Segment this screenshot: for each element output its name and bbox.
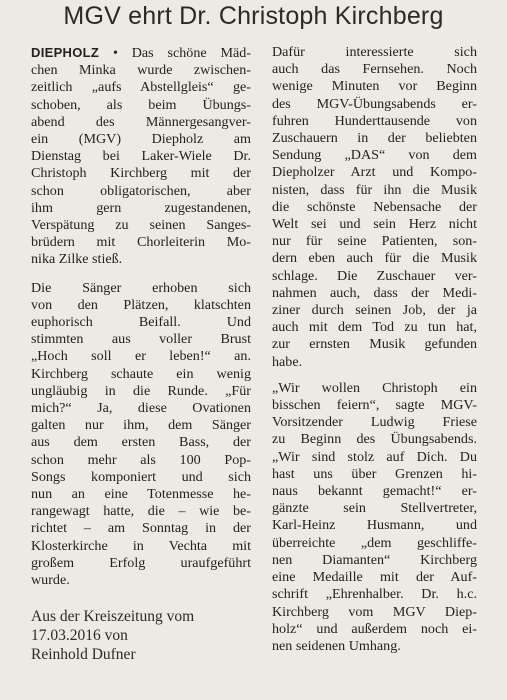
text-line: abend des Männergesangver-	[31, 113, 251, 130]
text-line: schlage. Die Zuschauer ver-	[272, 267, 477, 284]
text-line: nun an eine Totenmesse he-	[31, 486, 251, 503]
text-line: auch mit dem Tod zu tun hat,	[272, 319, 477, 336]
left-paragraph-2	[31, 280, 251, 590]
text-line: Kirchberg schaute ein wenig	[31, 365, 251, 382]
text-line: zur ernsten Musik gefunden	[272, 336, 477, 353]
text-line: Christoph Kirchberg mit der	[31, 165, 251, 182]
paragraph-gap	[272, 371, 477, 380]
source-line: 17.03.2016 von	[31, 627, 128, 644]
text-line: richtet – am Sonntag in der	[31, 520, 251, 537]
text-line: stimmten aus voller Brust	[31, 331, 251, 348]
text-line: zu Beginn des Übungsabends.	[272, 431, 477, 448]
left-paragraph-1	[31, 44, 251, 269]
text-line: ziner durch seinen Job, der ja	[272, 302, 477, 319]
text-line: „Wir sind stolz auf Dich. Du	[272, 448, 477, 465]
text-line: schon obligatorischen, aber	[31, 182, 251, 199]
text-line: überreichte „dem geschliffe-	[272, 534, 477, 551]
text-line: bisschen feiern“, sagte MGV-	[272, 397, 477, 414]
text-line: habe.	[272, 353, 303, 370]
text-line: ungläubig in die Runde. „Für	[31, 382, 251, 399]
text-line: nen seidenen Umhang.	[272, 637, 401, 654]
text-line: auch das Fernsehen. Noch	[272, 61, 477, 78]
text-line: Sendung „DAS“ von dem	[272, 147, 477, 164]
text-line: „Wir wollen Christoph ein	[272, 379, 477, 396]
text-line: nika Zilke stieß.	[31, 251, 123, 268]
text-line: Diepholzer Arzt und Kompo-	[272, 164, 477, 181]
text-line: fuhren Hunderttausende von	[272, 112, 477, 129]
text-line: nen Diamanten“ Kirchberg	[272, 551, 477, 568]
text-line: ein (MGV) Diepholz am	[31, 131, 251, 148]
text-line: Songs komponiert und sich	[31, 468, 251, 485]
text-line: Die Sänger erhoben sich	[31, 279, 251, 296]
text-line: wurde.	[31, 572, 70, 589]
right-column	[272, 44, 477, 655]
text-line: von den Plätzen, klatschten	[31, 296, 251, 313]
dateline: DIEPHOLZ	[31, 45, 100, 60]
text-line: mich?“ Ja, diese Ovationen	[31, 400, 251, 417]
text-line: schrift „Ehrenhalber. Dr. h.c.	[272, 586, 477, 603]
text-line: die schönste Nebensache der	[272, 198, 477, 215]
source-line: Aus der Kreiszeitung vom	[31, 608, 195, 625]
text-line: rangewagt hatte, die – wie be-	[31, 503, 251, 520]
source-note	[31, 607, 261, 664]
text-line: dern eben auch für die Musik	[272, 250, 477, 267]
right-paragraph-1	[272, 44, 477, 371]
text-line: Zuschauern in der beliebten	[272, 130, 477, 147]
text-line: aus dem ersten Bass, der	[31, 434, 251, 451]
text-line: hast uns über Grenzen hi-	[272, 465, 477, 482]
paragraph-gap	[31, 269, 251, 280]
text-line: nahmen auch, dass der Medi-	[272, 284, 477, 301]
text-line: Karl-Heinz Husmann, und	[272, 517, 477, 534]
text-line: wenige Minuten vor Beginn	[272, 78, 477, 95]
text-line: Kirchberg vom MGV Diep-	[272, 603, 477, 620]
text-line: brüdern mit Chorleiterin Mo-	[31, 234, 251, 251]
text-line: ihm gern zugestandenen,	[31, 199, 251, 216]
text-line: chen Minka wurde zwischen-	[31, 62, 251, 79]
text-line: Verspätung zu seinen Sanges-	[31, 217, 251, 234]
source-line: Reinhold Dufner	[31, 646, 136, 663]
text-line: schoben, als beim Übungs-	[31, 96, 251, 113]
text-line: nur für seine Patienten, son-	[272, 233, 477, 250]
text-line: DIEPHOLZ • Das schöne Mäd-	[31, 45, 251, 61]
text-line: zeitlich „aufs Abstellgleis“ ge-	[31, 79, 251, 96]
text-line: holz“ und außerdem noch ei-	[272, 620, 477, 637]
text-line: gänzte sein Stellvertreter,	[272, 500, 477, 517]
text-line: Dafür interessierte sich	[272, 44, 477, 60]
text-line: Dienstag bei Laker-Wiele Dr.	[31, 148, 251, 165]
right-paragraph-2	[272, 380, 477, 655]
article-headline: MGV ehrt Dr. Christoph Kirchberg	[63, 2, 444, 30]
text-line: euphorisch Beifall. Und	[31, 314, 251, 331]
text-line: eine Medaille mit der Auf-	[272, 569, 477, 586]
text-line: galten nur ihm, dem Sänger	[31, 417, 251, 434]
text-line: schon mehr als 100 Pop-	[31, 451, 251, 468]
text-line: Welt sei und sein Herz nicht	[272, 216, 477, 233]
text-line: Vorsitzender Ludwig Friese	[272, 414, 477, 431]
text-line: Klosterkirche in Vechta mit	[31, 537, 251, 554]
text-line: „Hoch soll er leben!“ an.	[31, 348, 251, 365]
text-line: naus bekannt gemacht!“ er-	[272, 483, 477, 500]
text-line: großem Erfolg uraufgeführt	[31, 554, 251, 571]
text-line: des MGV-Übungsabends er-	[272, 95, 477, 112]
left-column	[31, 44, 251, 589]
text-line: nisten, dass für ihn die Musik	[272, 181, 477, 198]
